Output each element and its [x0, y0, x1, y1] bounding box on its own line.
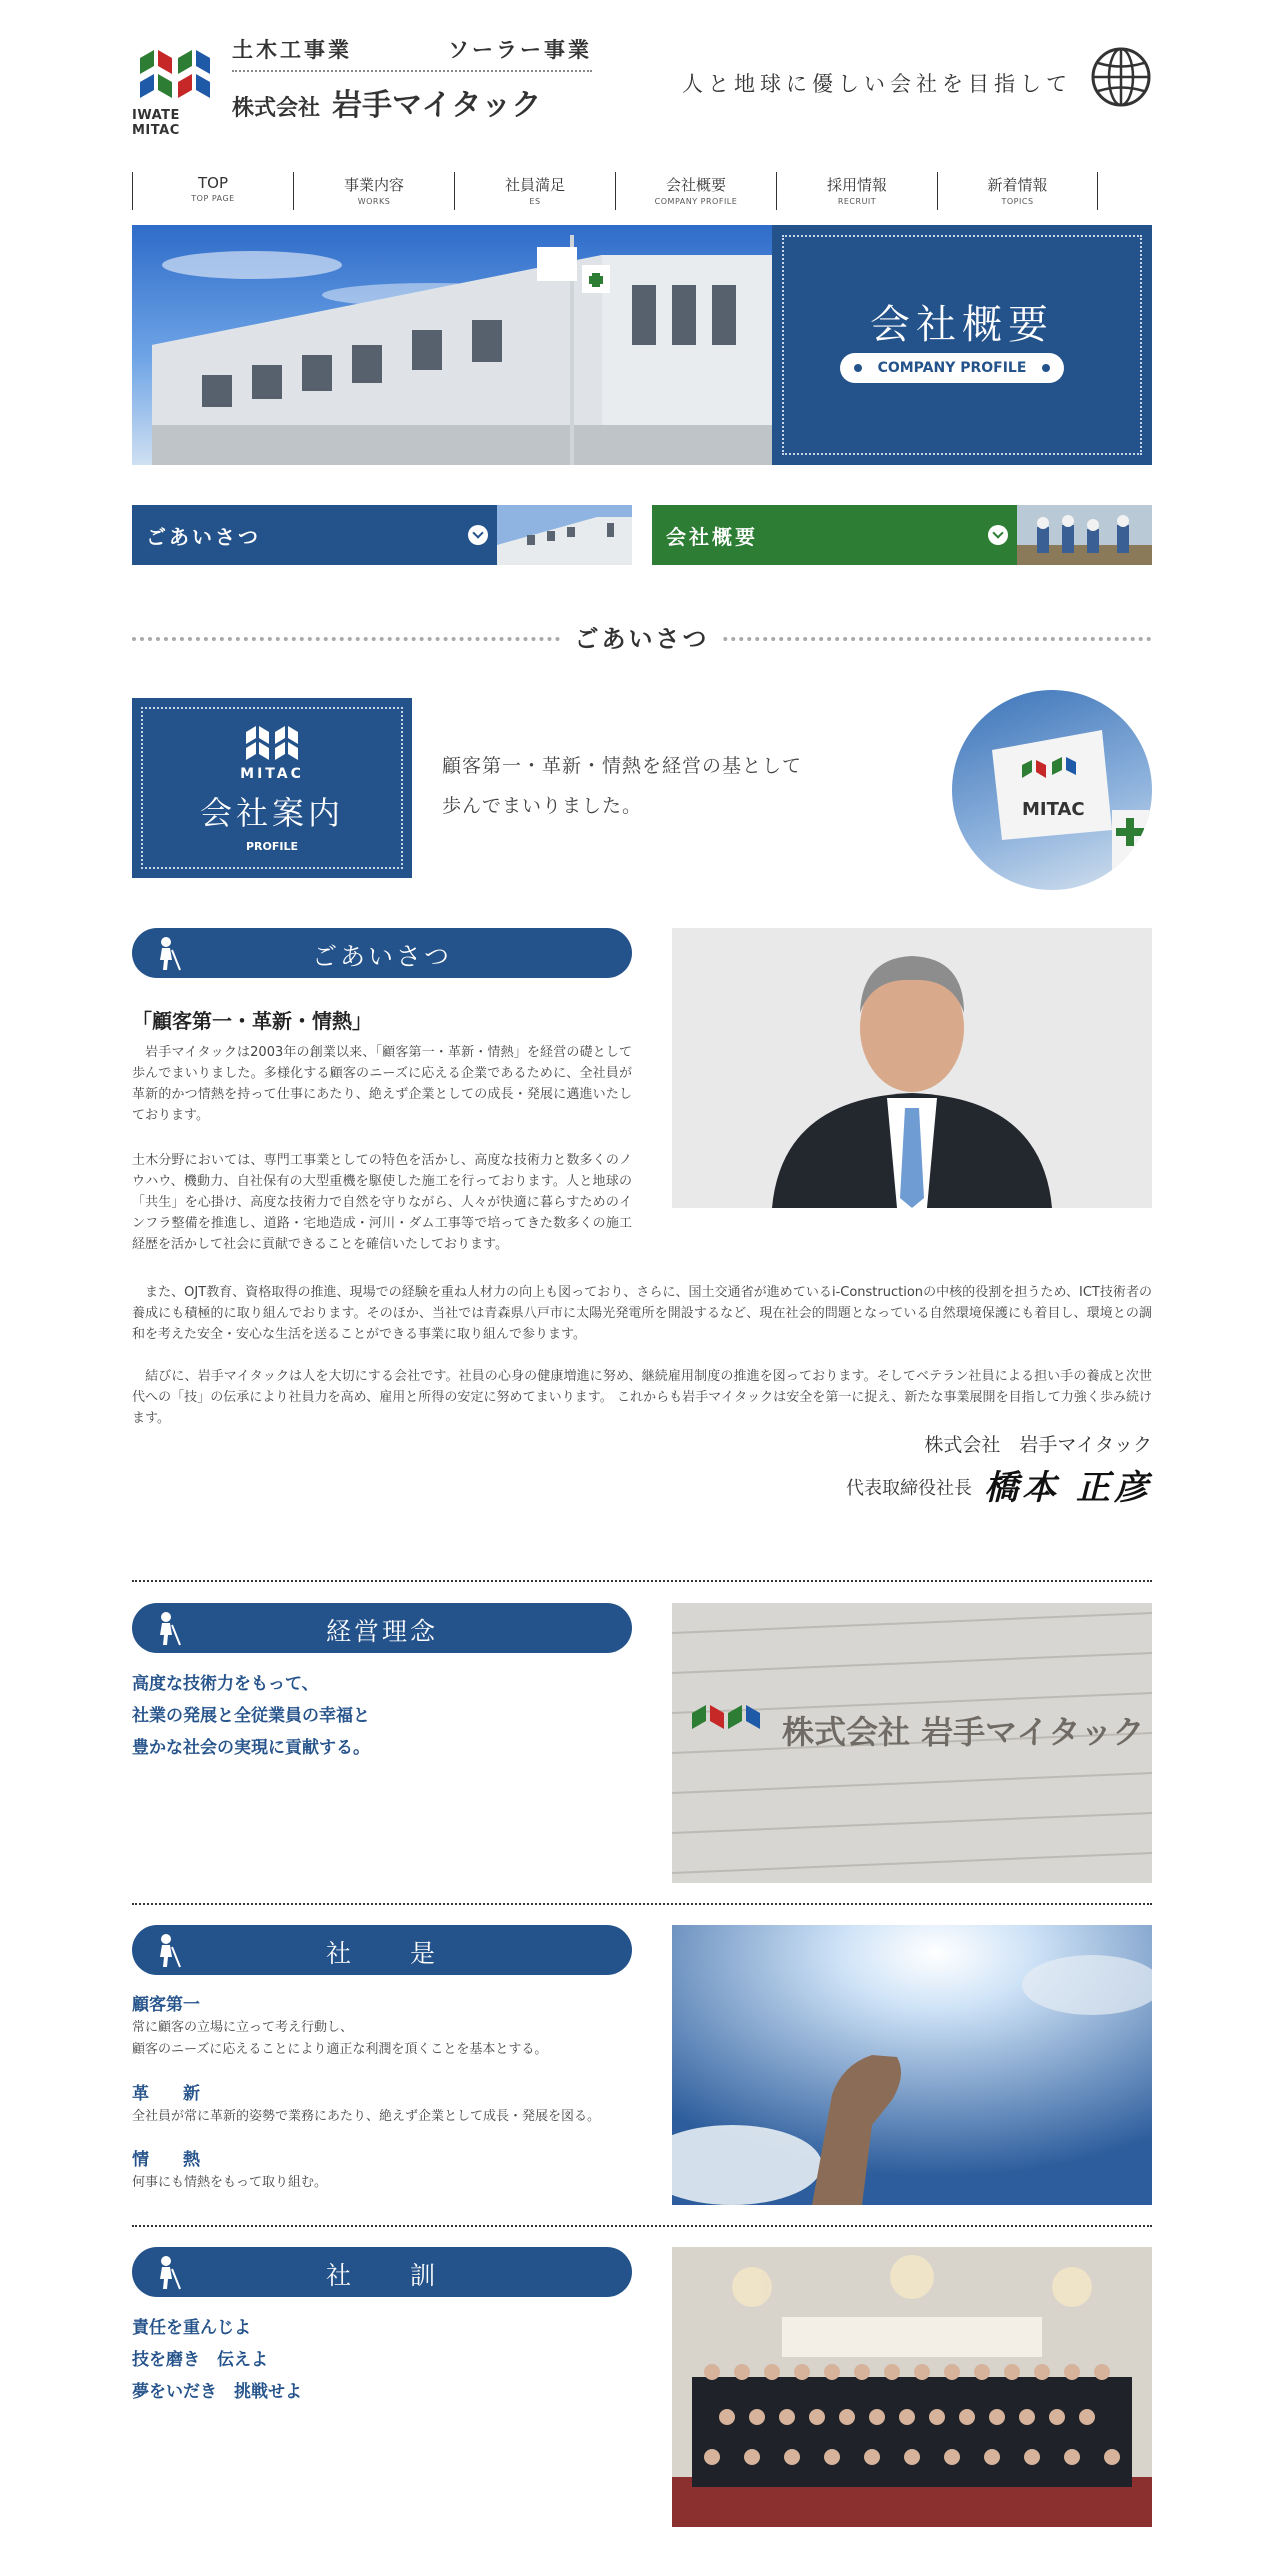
flag-text: MITAC [1022, 799, 1085, 820]
motto-line: 夢をいだき 挑戦せよ [132, 2382, 302, 2402]
policy-item-title: 顧客第一 [132, 1995, 200, 2015]
philosophy-line: 社業の発展と全従業員の幸福と [132, 1706, 370, 1726]
company-profile-badge[interactable] [132, 698, 412, 878]
policy-desc-line: 常に顧客の立場に立って考え行動し、 [132, 2020, 354, 2035]
motto-line: 技を磨き 伝えよ [132, 2350, 268, 2370]
hero-subtitle-badge: COMPANY PROFILE [840, 353, 1064, 383]
anchor-greeting-button[interactable] [132, 505, 632, 565]
business-lines [232, 34, 592, 72]
philosophy-line: 豊かな社会の実現に貢献する。 [132, 1738, 370, 1758]
signature-title: 代表取締役社長 [846, 1478, 972, 1499]
profile-subtitle: PROFILE [245, 840, 298, 853]
greeting-paragraph-4: 結びに、岩手マイタックは人を大切にする会社です。社員の心身の健康増進に努め、継続雇用制度の推進を図っております。そしてベテラン社員による担い手の養成と次世代への「技」の伝承により社員力を高め、雇用と所得の安定に努めてまいります。 これからも岩手マイタックは安全を第一に捉え、新たな事業展開を目指して力強く歩み続けます。 [132, 1369, 1152, 1426]
policy-heading: 社 是 [325, 1939, 438, 1968]
philosophy-line: 高度な技術力をもって、 [132, 1674, 319, 1694]
building-thumbnail [497, 505, 632, 565]
hero-banner [132, 225, 1152, 465]
greeting-title: 「顧客第一・革新・情熱」 [132, 1009, 372, 1033]
nav-sublabel: TOP PAGE [191, 194, 235, 203]
site-header [132, 30, 1152, 140]
nav-label: 会社概要 [665, 176, 726, 194]
philosophy-heading-bar [132, 1603, 632, 1653]
sky-fist-photo [672, 1925, 1152, 2205]
nav-sublabel: COMPANY PROFILE [654, 197, 738, 206]
motto-text [132, 2312, 302, 2408]
nav-label: 採用情報 [826, 176, 887, 194]
profile-lead-text [442, 746, 802, 826]
profile-title: 会社案内 [199, 794, 344, 832]
policy-desc-line: 顧客のニーズに応えることにより適正な利潤を頂くことを基本とする。 [132, 2042, 548, 2057]
company-title: 岩手マイタック [332, 88, 542, 123]
section-heading-text: ごあいさつ [561, 619, 724, 654]
nav-label: TOP [197, 174, 228, 192]
global-nav [132, 172, 1152, 210]
nav-recruit[interactable] [776, 172, 937, 210]
motto-heading-bar [132, 2247, 632, 2297]
profile-block [132, 698, 1152, 890]
section-divider [132, 2225, 1152, 2227]
chevron-down-icon [468, 525, 488, 545]
nav-company-profile[interactable] [615, 172, 776, 210]
sign-text: 株式会社 岩手マイタック [782, 1713, 1145, 1751]
nav-topics[interactable] [937, 172, 1098, 210]
nav-top[interactable] [132, 172, 293, 210]
greeting-section-heading [132, 617, 1152, 657]
company-name [232, 80, 541, 124]
company-sign-photo [672, 1603, 1152, 1883]
section-divider [132, 1580, 1152, 1582]
nav-label: 事業内容 [343, 176, 404, 194]
policy-item-title: 情 熱 [132, 2150, 200, 2170]
section-anchors [132, 505, 1152, 565]
greeting-paragraph-2: 土木分野においては、専門工事業としての特色を活かし、高度な技術力と数多くのノウハウ、機動力、自社保有の大型重機を駆使した施工を行っております。人と地球の「共生」を心掛け、高度な技術力で自然を守りながら、人々が快適に暮らすためのインフラ整備を推進し、道路・宅地造成・河川・ダム工事等で培ってきた数多くの施工経歴を活かして社会に貢献できることを確信いたしております。 [132, 1153, 632, 1252]
motto-line: 責任を重んじよ [132, 2318, 251, 2338]
slogan: 人と地球に優しい会社を目指して [682, 72, 1072, 96]
business-civil: 土木工事業 [232, 38, 352, 62]
anchor-label: ごあいさつ [146, 525, 261, 549]
nav-sublabel: RECRUIT [837, 197, 877, 206]
nav-es[interactable] [454, 172, 615, 210]
lead-line: 歩んでまいりました。 [442, 795, 643, 817]
nav-sublabel: TOPICS [1001, 197, 1034, 206]
office-building-photo [132, 225, 772, 465]
chevron-down-icon [988, 525, 1008, 545]
policy-item-desc [132, 2017, 547, 2061]
policy-item-desc: 何事にも情熱をもって取り組む。 [132, 2175, 328, 2190]
hero-title-panel [772, 225, 1152, 465]
profile-logo-text: MITAC [240, 766, 304, 782]
signature-name: 橋本 正彦 [984, 1468, 1152, 1508]
president-photo [672, 928, 1152, 1208]
greeting-paragraph-1: 岩手マイタックは2003年の創業以来、「顧客第一・革新・情熱」を経営の礎として歩んでまいりました。多様化する顧客のニーズに応える企業であるために、全社員が革新的かつ情熱を持って仕事にあたり、絶えず企業としての成長・発展に邁進いたしております。 [132, 1045, 632, 1123]
lead-line: 顧客第一・革新・情熱を経営の基として [442, 755, 803, 777]
nav-works[interactable] [293, 172, 454, 210]
philosophy-text [132, 1668, 370, 1764]
mitac-logo-icon [242, 724, 302, 764]
policy-heading-bar [132, 1925, 632, 1975]
nav-label: 社員満足 [504, 176, 565, 194]
anchor-overview-button[interactable] [652, 505, 1152, 565]
logo-text: IWATE MITAC [132, 108, 180, 138]
workers-thumbnail [1017, 505, 1152, 565]
anchor-label: 会社概要 [666, 525, 758, 549]
motto-heading: 社 訓 [325, 2261, 438, 2290]
nav-label: 新着情報 [987, 176, 1048, 194]
greeting-paragraph-3: また、OJT教育、資格取得の推進、現場での経験を重ね人材力の向上も図っており、さらに、国土交通省が進めているi-Constructionの中核的役割を担うため、ICT技術者の養成にも積極的に取り組んでおります。そのほか、当社では青森県八戸市に太陽光発電所を開設するなど、現在社会的問題となっている自然環境保護にも着目し、環境との調和を考えた安全・安心な生活を送ることができる事業に取り組んで参ります。 [132, 1285, 1152, 1342]
greeting-heading: ごあいさつ [311, 942, 452, 971]
company-flag-photo [952, 690, 1152, 890]
signature-company: 株式会社 岩手マイタック [924, 1434, 1152, 1456]
policy-item-title: 革 新 [132, 2084, 200, 2104]
greeting-heading-bar [132, 928, 632, 978]
globe-icon[interactable] [1090, 46, 1152, 108]
policy-item-desc: 全社員が常に革新的姿勢で業務にあたり、絶えず企業として成長・発展を図る。 [132, 2109, 601, 2124]
nav-sublabel: WORKS [357, 197, 391, 206]
hero-title: 会社概要 [870, 302, 1054, 348]
section-divider [132, 1903, 1152, 1905]
philosophy-heading: 経営理念 [325, 1617, 438, 1646]
nav-sublabel: ES [529, 197, 541, 206]
business-solar: ソーラー事業 [448, 38, 592, 62]
company-prefix: 株式会社 [232, 96, 321, 121]
group-photo [672, 2247, 1152, 2527]
